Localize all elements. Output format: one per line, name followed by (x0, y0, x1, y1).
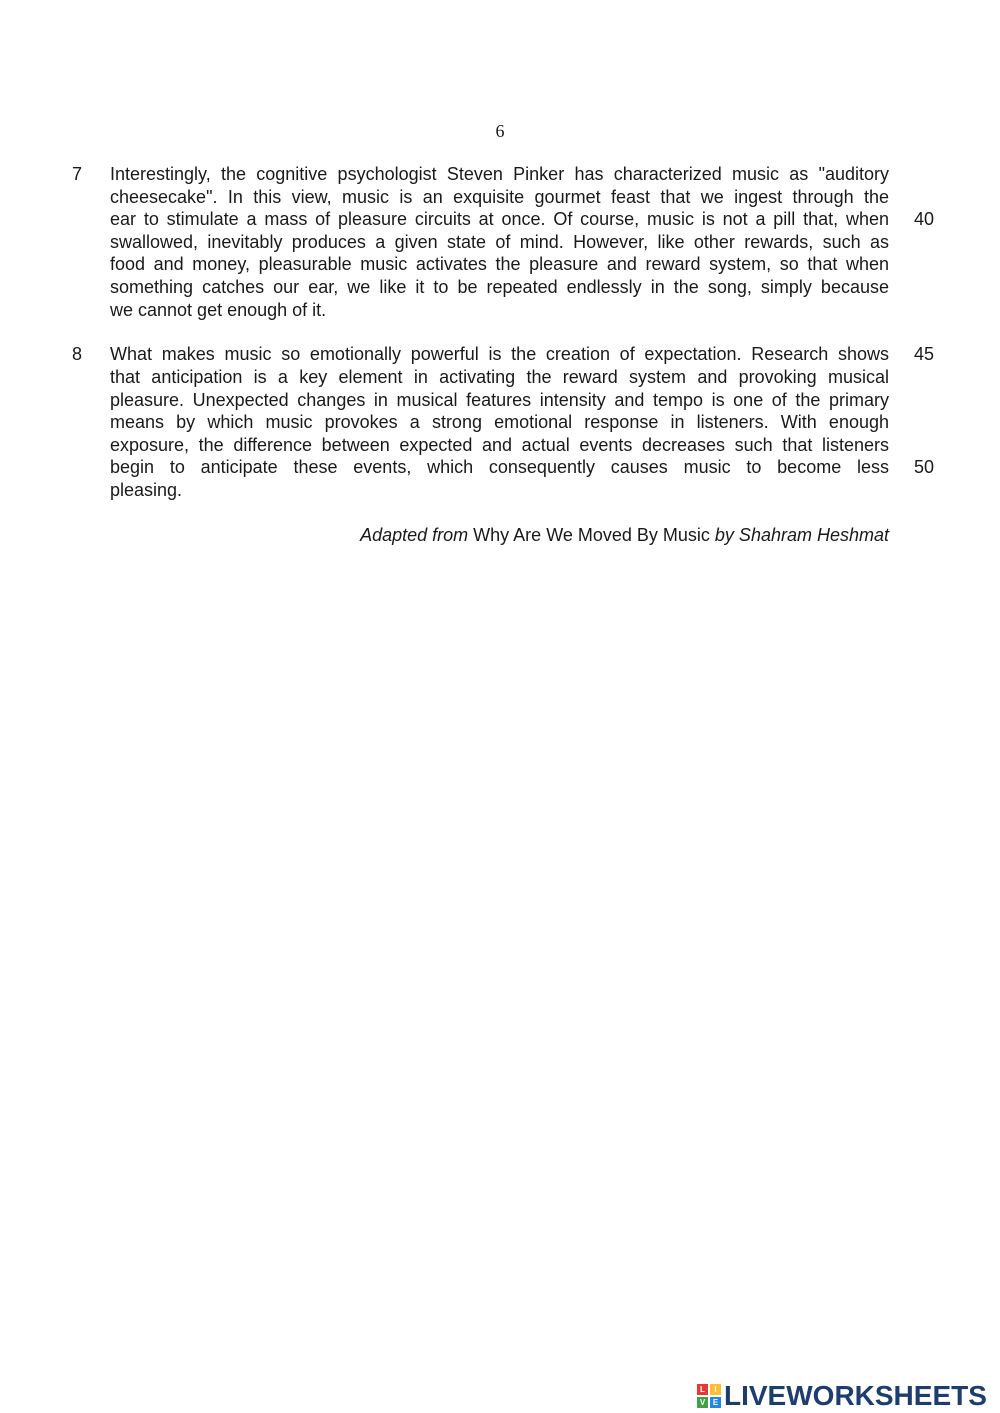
paragraph-number: 7 (72, 164, 83, 184)
text-line: begin to anticipate these events, which consequently causes music to become less (110, 457, 889, 477)
text-line: something catches our ear, we like it to be repeated endlessly in the song, simply because (110, 277, 889, 297)
text-line: Interestingly, the cognitive psychologist Steven Pinker has characterized music as "auditory (110, 164, 889, 184)
line-number-marker: 45 (913, 344, 934, 364)
logo-icon (697, 1384, 721, 1408)
text-line: we cannot get enough of it. (110, 300, 327, 320)
text-line: What makes music so emotionally powerful is the creation of expectation. Research shows (110, 344, 889, 364)
text-line: ear to stimulate a mass of pleasure circuits at once. Of course, music is not a pill that, when (110, 209, 889, 229)
text-line: exposure, the difference between expected and actual events decreases such that listeners (110, 435, 889, 455)
text-line: pleasing. (110, 480, 183, 500)
text-line: food and money, pleasurable music activates the pleasure and reward system, so that when (110, 254, 889, 274)
logo-icon-tile: E (710, 1397, 721, 1408)
line-number-marker: 50 (913, 457, 934, 477)
page-number: 6 (495, 121, 505, 141)
text-line: means by which music provokes a strong emotional response in listeners. With enough (110, 412, 889, 432)
source-author: by Shahram Heshmat (714, 525, 889, 545)
text-line: cheesecake". In this view, music is an exquisite gourmet feast that we ingest through the (110, 187, 889, 207)
line-number-marker: 40 (913, 209, 934, 229)
text-line: pleasure. Unexpected changes in musical features intensity and tempo is one of the primary (110, 390, 889, 410)
logo-icon-tile: I (710, 1384, 721, 1395)
text-line: that anticipation is a key element in activating the reward system and provoking musical (110, 367, 889, 387)
attribution-prefix: Adapted from (360, 525, 469, 545)
logo-icon-tile: L (697, 1384, 708, 1395)
source-title: Why Are We Moved By Music (473, 525, 710, 545)
source-attribution (110, 524, 889, 547)
logo-text: LIVEWORKSHEETS (724, 1380, 987, 1411)
paragraph-number: 8 (72, 344, 83, 364)
liveworksheets-logo (697, 1381, 987, 1411)
logo-icon-tile: V (697, 1397, 708, 1408)
text-line: swallowed, inevitably produces a given state of mind. However, like other rewards, such as (110, 232, 889, 252)
